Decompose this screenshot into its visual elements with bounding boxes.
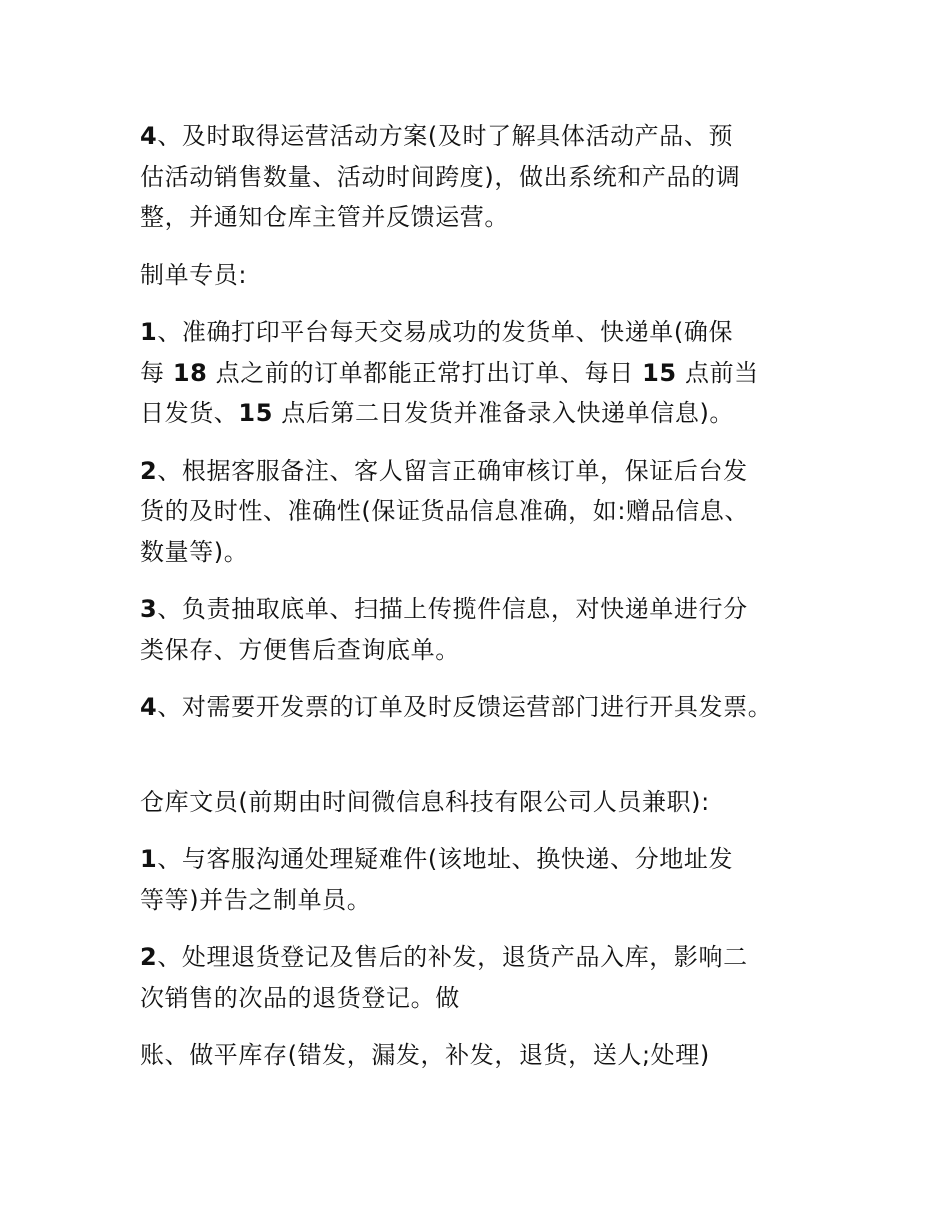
item-number: 4 bbox=[140, 122, 158, 150]
text-line bbox=[140, 937, 830, 978]
text-run: 、及时取得运营活动方案(及时了解具体活动产品、预 bbox=[157, 122, 734, 150]
item-number: 1 bbox=[140, 318, 158, 346]
text-line bbox=[140, 880, 830, 921]
text-run: 点之前的订单都能正常打出订单、每日 bbox=[207, 358, 643, 387]
text-run: 账、做平库存(错发，漏发，补发，退货，送人;处理) bbox=[140, 1041, 710, 1069]
text-run: 、对需要开发票的订单及时反馈运营部门进行开具发票。 bbox=[157, 693, 773, 721]
paragraph-spacer bbox=[140, 1018, 830, 1035]
document-page bbox=[140, 116, 830, 1076]
text-line bbox=[140, 116, 830, 157]
text-line bbox=[140, 1035, 830, 1076]
list-item-paragraph bbox=[140, 312, 830, 434]
item-number: 2 bbox=[140, 456, 158, 485]
item-number: 2 bbox=[140, 943, 158, 971]
item-number: 4 bbox=[140, 693, 158, 721]
list-item-paragraph bbox=[140, 687, 830, 728]
text-run: 次销售的次品的退货登记。做 bbox=[140, 983, 460, 1012]
text-run: 仓库文员(前期由时间微信息科技有限公司人员兼职): bbox=[140, 787, 710, 816]
paragraph-spacer bbox=[140, 434, 830, 451]
section-heading bbox=[140, 782, 830, 823]
text-run: 、根据客服备注、客人留言正确审核订单，保证后台发 bbox=[157, 456, 748, 485]
paragraph-spacer bbox=[140, 728, 830, 782]
list-item-paragraph bbox=[140, 839, 830, 920]
text-line bbox=[140, 491, 830, 532]
list-item-paragraph bbox=[140, 116, 830, 238]
text-line bbox=[140, 197, 830, 238]
text-line bbox=[140, 839, 830, 880]
text-run: 点后第二日发货并准备录入快递单信息)。 bbox=[273, 399, 735, 427]
item-number: 1 bbox=[140, 845, 158, 873]
text-run: 日发货、 bbox=[140, 399, 239, 427]
paragraph-spacer bbox=[140, 572, 830, 589]
text-line bbox=[140, 255, 830, 296]
paragraph-spacer bbox=[140, 670, 830, 687]
text-line bbox=[140, 630, 830, 671]
text-run: 、负责抽取底单、扫描上传揽件信息，对快递单进行分 bbox=[157, 595, 748, 623]
text-run: 点前当 bbox=[676, 358, 759, 387]
section-heading bbox=[140, 255, 830, 296]
item-number: 15 bbox=[642, 358, 677, 387]
text-line bbox=[140, 978, 830, 1019]
text-run: 、准确打印平台每天交易成功的发货单、快递单(确保 bbox=[157, 318, 734, 346]
item-number: 3 bbox=[140, 595, 158, 623]
text-line bbox=[140, 451, 830, 492]
text-run: 货的及时性、准确性(保证货品信息准确，如:赠品信息、 bbox=[140, 497, 750, 525]
text-line bbox=[140, 532, 830, 573]
item-number: 15 bbox=[238, 399, 274, 427]
paragraph-spacer bbox=[140, 822, 830, 839]
paragraph-spacer bbox=[140, 238, 830, 255]
paragraph-spacer bbox=[140, 920, 830, 937]
text-run: 制单专员: bbox=[140, 260, 248, 289]
text-run: 类保存、方便售后查询底单。 bbox=[140, 635, 460, 664]
list-item-paragraph bbox=[140, 937, 830, 1018]
text-line bbox=[140, 782, 830, 823]
text-run: 整，并通知仓库主管并反馈运营。 bbox=[140, 203, 509, 231]
paragraph-spacer bbox=[140, 295, 830, 312]
text-line bbox=[140, 353, 830, 394]
text-line bbox=[140, 393, 830, 434]
text-run: 、处理退货登记及售后的补发，退货产品入库，影响二 bbox=[157, 943, 748, 971]
text-line bbox=[140, 687, 830, 728]
list-item-paragraph bbox=[140, 589, 830, 670]
list-item-paragraph bbox=[140, 1035, 830, 1076]
text-line bbox=[140, 589, 830, 630]
text-run: 、与客服沟通处理疑难件(该地址、换快递、分地址发 bbox=[157, 845, 734, 873]
item-number: 18 bbox=[172, 358, 208, 387]
text-line bbox=[140, 157, 830, 198]
text-run: 等等)并告之制单员。 bbox=[140, 885, 372, 914]
list-item-paragraph bbox=[140, 451, 830, 573]
text-line bbox=[140, 312, 830, 353]
text-run: 每 bbox=[140, 358, 173, 387]
text-run: 估活动销售数量、活动时间跨度)，做出系统和产品的调 bbox=[140, 162, 741, 191]
text-run: 数量等)。 bbox=[140, 537, 249, 566]
